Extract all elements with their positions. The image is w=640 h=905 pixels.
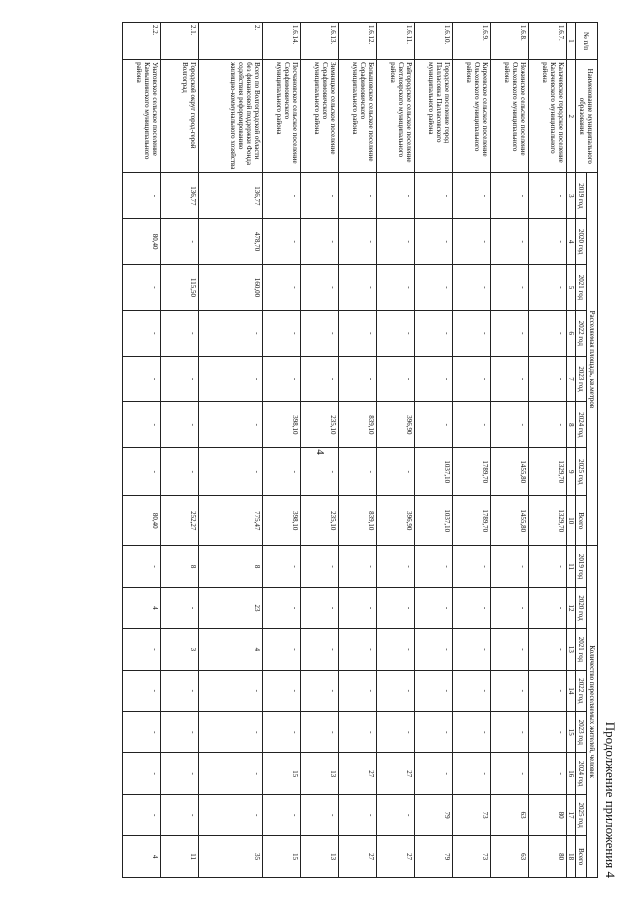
row-municipality-name: Большовское сельское поселение Серафимовичского муниципального района: [338, 60, 376, 173]
header-year-people-3: 2022 год: [575, 670, 586, 711]
row-number: 1.6.8.: [490, 23, 528, 60]
people-cell: -: [414, 712, 452, 753]
row-municipality-name: Всего по Волгоградской области без финансовой поддержки Фонда содействия реформированию жилищно-коммунального хозяйства: [198, 60, 262, 173]
area-cell: -: [160, 219, 198, 265]
area-cell: -: [262, 219, 300, 265]
people-cell: -: [452, 712, 490, 753]
people-cell: -: [262, 546, 300, 587]
area-cell: 136,77: [160, 173, 198, 219]
people-cell: -: [414, 753, 452, 794]
area-cell: -: [376, 448, 414, 496]
people-cell: -: [414, 629, 452, 670]
row-number: 1.6.13.: [300, 23, 338, 60]
area-cell: -: [414, 402, 452, 448]
header-row-groups: [586, 23, 597, 878]
table-row: [160, 23, 198, 878]
index-cell: 8: [566, 402, 575, 448]
people-cell: 13: [300, 753, 338, 794]
header-year-people-1: 2020 год: [575, 587, 586, 628]
header-year-area-3: 2022 год: [575, 310, 586, 356]
people-cell: -: [452, 546, 490, 587]
people-cell: -: [528, 587, 566, 628]
area-cell: -: [528, 402, 566, 448]
area-total-cell: 775,47: [198, 496, 262, 546]
area-cell: -: [300, 356, 338, 402]
people-cell: -: [198, 712, 262, 753]
row-number: 2.2.: [122, 23, 160, 60]
area-cell: -: [300, 448, 338, 496]
people-total-cell: 13: [300, 836, 338, 878]
header-year-people-0: 2019 год: [575, 546, 586, 587]
table-row: [414, 23, 452, 878]
people-cell: -: [490, 587, 528, 628]
area-cell: -: [338, 173, 376, 219]
people-cell: -: [452, 670, 490, 711]
header-total-people: Всего: [575, 836, 586, 878]
area-cell: -: [300, 265, 338, 311]
index-cell: 17: [566, 794, 575, 835]
people-cell: 27: [376, 753, 414, 794]
index-cell: 5: [566, 265, 575, 311]
header-year-people-2: 2021 год: [575, 629, 586, 670]
table-row: [490, 23, 528, 878]
area-total-cell: 235,10: [300, 496, 338, 546]
area-cell: -: [490, 173, 528, 219]
area-cell: -: [490, 265, 528, 311]
people-cell: 63: [490, 794, 528, 835]
header-year-area-4: 2023 год: [575, 356, 586, 402]
header-year-people-4: 2023 год: [575, 712, 586, 753]
people-total-cell: 27: [376, 836, 414, 878]
area-cell: -: [160, 448, 198, 496]
area-total-cell: 1789,70: [452, 496, 490, 546]
area-cell: 115,50: [160, 265, 198, 311]
people-cell: 8: [198, 546, 262, 587]
area-cell: 839,10: [338, 402, 376, 448]
row-number: 1.6.14.: [262, 23, 300, 60]
index-cell: 1: [566, 23, 575, 60]
people-cell: -: [160, 587, 198, 628]
people-cell: -: [338, 670, 376, 711]
index-cell: 14: [566, 670, 575, 711]
area-cell: -: [490, 356, 528, 402]
area-cell: -: [338, 310, 376, 356]
area-cell: -: [452, 402, 490, 448]
people-cell: -: [528, 546, 566, 587]
row-municipality-name: Калачевское городское поселение Калачевского муниципального района: [528, 60, 566, 173]
landscape-content: [20, 22, 620, 882]
table-row: [122, 23, 160, 878]
area-cell: 160,00: [198, 265, 262, 311]
area-cell: 478,70: [198, 219, 262, 265]
people-cell: -: [160, 794, 198, 835]
people-cell: 73: [452, 794, 490, 835]
row-municipality-name: Унатовское сельское поселение Камышинского муниципального района: [122, 60, 160, 173]
row-number: 1.6.12.: [338, 23, 376, 60]
area-cell: -: [160, 356, 198, 402]
people-total-cell: 73: [452, 836, 490, 878]
area-cell: -: [528, 173, 566, 219]
area-cell: -: [122, 265, 160, 311]
people-total-cell: 15: [262, 836, 300, 878]
area-total-cell: 1037,10: [414, 496, 452, 546]
people-cell: -: [300, 546, 338, 587]
people-cell: -: [122, 712, 160, 753]
header-col-no: № п/п: [575, 23, 597, 60]
people-cell: -: [122, 629, 160, 670]
area-cell: -: [452, 356, 490, 402]
area-cell: -: [160, 310, 198, 356]
people-cell: -: [376, 794, 414, 835]
index-cell: 12: [566, 587, 575, 628]
index-cell: 15: [566, 712, 575, 753]
area-total-cell: 839,10: [338, 496, 376, 546]
area-cell: -: [528, 265, 566, 311]
header-col-name: Наименование муниципального образования: [575, 60, 597, 173]
area-cell: -: [338, 219, 376, 265]
index-cell: 3: [566, 173, 575, 219]
area-cell: -: [414, 265, 452, 311]
area-cell: -: [528, 310, 566, 356]
page-number: 4: [314, 449, 326, 455]
people-total-cell: 80: [528, 836, 566, 878]
people-cell: 4: [198, 629, 262, 670]
people-cell: -: [490, 670, 528, 711]
area-cell: -: [528, 219, 566, 265]
area-cell: -: [198, 448, 262, 496]
people-cell: -: [490, 629, 528, 670]
row-number: 2.: [198, 23, 262, 60]
people-cell: -: [198, 794, 262, 835]
area-cell: -: [300, 310, 338, 356]
people-cell: 23: [198, 587, 262, 628]
people-cell: -: [122, 794, 160, 835]
header-year-area-6: 2025 год: [575, 448, 586, 496]
area-cell: 1789,70: [452, 448, 490, 496]
people-cell: -: [122, 546, 160, 587]
area-cell: -: [300, 219, 338, 265]
people-cell: 4: [122, 587, 160, 628]
area-cell: -: [528, 356, 566, 402]
area-cell: -: [262, 356, 300, 402]
people-cell: -: [376, 546, 414, 587]
area-cell: 235,10: [300, 402, 338, 448]
header-year-area-0: 2019 год: [575, 173, 586, 219]
area-cell: -: [376, 310, 414, 356]
people-cell: -: [414, 587, 452, 628]
table-row: [528, 23, 566, 878]
people-cell: -: [300, 629, 338, 670]
people-cell: -: [338, 629, 376, 670]
area-cell: -: [262, 265, 300, 311]
area-cell: -: [490, 402, 528, 448]
area-cell: -: [376, 356, 414, 402]
area-cell: 1455,80: [490, 448, 528, 496]
people-cell: -: [490, 712, 528, 753]
area-cell: -: [338, 448, 376, 496]
people-cell: -: [122, 753, 160, 794]
header-group-people: Количество переселяемых жителей, человек: [586, 546, 597, 878]
table-body: [122, 23, 566, 878]
table-row: [300, 23, 338, 878]
people-cell: -: [452, 753, 490, 794]
index-cell: 7: [566, 356, 575, 402]
area-total-cell: 1329,70: [528, 496, 566, 546]
index-cell: 18: [566, 836, 575, 878]
people-cell: -: [452, 629, 490, 670]
area-cell: 1037,10: [414, 448, 452, 496]
people-cell: -: [376, 712, 414, 753]
area-cell: -: [376, 173, 414, 219]
index-cell: 6: [566, 310, 575, 356]
header-year-area-2: 2021 год: [575, 265, 586, 311]
row-municipality-name: Городское поселение город Палласовка Палласовского муниципального района: [414, 60, 452, 173]
people-total-cell: 35: [198, 836, 262, 878]
area-total-cell: 80,40: [122, 496, 160, 546]
people-cell: -: [300, 794, 338, 835]
people-cell: -: [300, 712, 338, 753]
header-year-people-5: 2024 год: [575, 753, 586, 794]
area-cell: -: [376, 265, 414, 311]
people-cell: -: [528, 712, 566, 753]
people-cell: -: [262, 587, 300, 628]
area-cell: -: [414, 310, 452, 356]
people-cell: -: [262, 629, 300, 670]
area-cell: -: [414, 356, 452, 402]
people-cell: -: [160, 753, 198, 794]
people-cell: -: [490, 753, 528, 794]
area-cell: -: [376, 219, 414, 265]
people-cell: -: [528, 753, 566, 794]
people-cell: 3: [160, 629, 198, 670]
people-cell: -: [338, 546, 376, 587]
people-cell: -: [414, 670, 452, 711]
area-cell: -: [198, 310, 262, 356]
area-cell: -: [414, 173, 452, 219]
table-row: [376, 23, 414, 878]
people-cell: -: [376, 629, 414, 670]
people-cell: -: [338, 794, 376, 835]
people-cell: -: [338, 587, 376, 628]
people-cell: 15: [262, 753, 300, 794]
resettlement-table: [122, 22, 598, 878]
people-cell: 80: [528, 794, 566, 835]
area-cell: 1329,70: [528, 448, 566, 496]
people-cell: -: [414, 546, 452, 587]
people-cell: 8: [160, 546, 198, 587]
people-cell: -: [452, 587, 490, 628]
row-municipality-name: Песчановское сельское поселение Серафимовичского муниципального района: [262, 60, 300, 173]
area-cell: -: [300, 173, 338, 219]
area-total-cell: 396,90: [376, 496, 414, 546]
table-row: [262, 23, 300, 878]
people-cell: -: [262, 670, 300, 711]
row-number: 1.6.11.: [376, 23, 414, 60]
people-cell: -: [490, 546, 528, 587]
row-municipality-name: Городской округ город-герой Волгоград: [160, 60, 198, 173]
people-cell: -: [528, 670, 566, 711]
area-cell: -: [122, 173, 160, 219]
area-cell: -: [122, 402, 160, 448]
area-cell: -: [122, 448, 160, 496]
people-cell: -: [262, 712, 300, 753]
row-number: 1.6.10.: [414, 23, 452, 60]
header-year-people-6: 2025 год: [575, 794, 586, 835]
area-cell: -: [452, 219, 490, 265]
row-number: 2.1.: [160, 23, 198, 60]
index-cell: 11: [566, 546, 575, 587]
index-cell: 9: [566, 448, 575, 496]
people-cell: -: [198, 670, 262, 711]
area-total-cell: 1455,80: [490, 496, 528, 546]
area-cell: -: [262, 448, 300, 496]
row-number: 1.6.9.: [452, 23, 490, 60]
people-cell: -: [198, 753, 262, 794]
table-row: [452, 23, 490, 878]
continuation-title: Продолжение приложения 4: [603, 721, 618, 878]
area-total-cell: 252,27: [160, 496, 198, 546]
area-cell: -: [262, 173, 300, 219]
header-year-area-1: 2020 год: [575, 219, 586, 265]
row-municipality-name: Киреевское сельское поселение Ольховского муниципального района: [452, 60, 490, 173]
area-cell: -: [490, 310, 528, 356]
area-cell: -: [452, 265, 490, 311]
people-cell: -: [528, 629, 566, 670]
row-number: 1.6.7.: [528, 23, 566, 60]
people-total-cell: 79: [414, 836, 452, 878]
people-cell: 27: [338, 753, 376, 794]
header-row-index: [566, 23, 575, 878]
people-cell: -: [300, 587, 338, 628]
area-cell: 396,90: [376, 402, 414, 448]
area-cell: -: [338, 356, 376, 402]
area-cell: -: [414, 219, 452, 265]
table-row: [338, 23, 376, 878]
area-cell: 398,10: [262, 402, 300, 448]
people-cell: -: [160, 712, 198, 753]
people-cell: 79: [414, 794, 452, 835]
area-cell: -: [122, 356, 160, 402]
people-cell: -: [338, 712, 376, 753]
header-group-area: Расселяемая площадь, кв.метров: [586, 173, 597, 546]
index-cell: 10: [566, 496, 575, 546]
people-total-cell: 27: [338, 836, 376, 878]
area-cell: 80,40: [122, 219, 160, 265]
index-cell: 2: [566, 60, 575, 173]
index-cell: 4: [566, 219, 575, 265]
people-cell: -: [262, 794, 300, 835]
area-cell: -: [452, 173, 490, 219]
area-cell: -: [160, 402, 198, 448]
area-total-cell: 398,10: [262, 496, 300, 546]
area-cell: -: [198, 356, 262, 402]
people-total-cell: 4: [122, 836, 160, 878]
area-cell: -: [122, 310, 160, 356]
row-municipality-name: Зимняцкое сельское поселение Серафимовичского муниципального района: [300, 60, 338, 173]
area-cell: -: [262, 310, 300, 356]
area-cell: -: [338, 265, 376, 311]
index-cell: 13: [566, 629, 575, 670]
row-municipality-name: Нежинское сельское поселение Ольховского муниципального района: [490, 60, 528, 173]
people-cell: -: [300, 670, 338, 711]
area-cell: 136,77: [198, 173, 262, 219]
header-total-area: Всего: [575, 496, 586, 546]
header-year-area-5: 2024 год: [575, 402, 586, 448]
index-cell: 16: [566, 753, 575, 794]
area-cell: -: [198, 402, 262, 448]
people-cell: -: [376, 587, 414, 628]
people-cell: -: [122, 670, 160, 711]
people-cell: -: [376, 670, 414, 711]
row-municipality-name: Райгородское сельское поселение Светлоярского муниципального района: [376, 60, 414, 173]
people-cell: -: [160, 670, 198, 711]
area-cell: -: [490, 219, 528, 265]
area-cell: -: [452, 310, 490, 356]
table-row: [198, 23, 262, 878]
people-total-cell: 11: [160, 836, 198, 878]
people-total-cell: 63: [490, 836, 528, 878]
